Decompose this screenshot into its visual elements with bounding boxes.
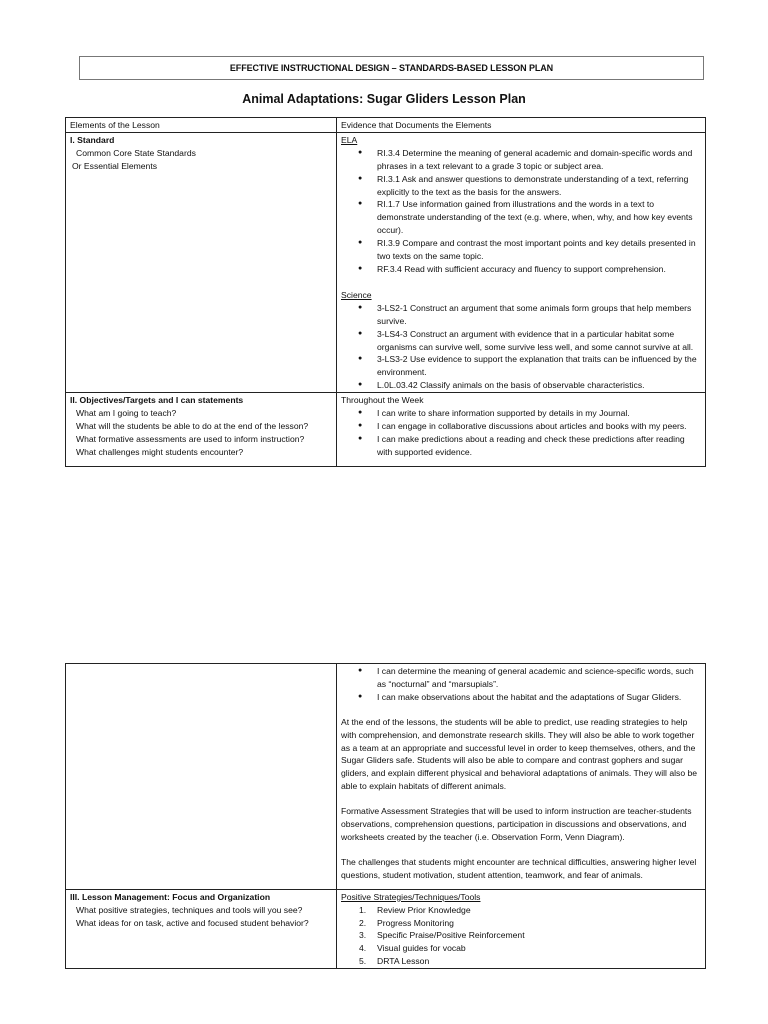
science-label: Science	[341, 289, 372, 300]
management-question-2: What ideas for on task, active and focused student behavior?	[76, 917, 309, 928]
column-header-evidence: Evidence that Documents the Elements	[337, 118, 706, 133]
list-item: ● L.0L.03.42 Classify animals on the basis of observable characteristics.	[341, 379, 701, 392]
list-item: ● RI.1.7 Use information gained from illustrations and the words in a text to demonstrate understanding of the text (e.g. where, when, why, and how key events occur).	[341, 198, 701, 237]
management-title: III. Lesson Management: Focus and Organization	[70, 891, 271, 902]
objectives-evidence-cell	[337, 393, 706, 467]
column-header-elements: Elements of the Lesson	[66, 118, 337, 133]
lesson-plan-title: Animal Adaptations: Sugar Gliders Lesson Plan	[242, 92, 526, 106]
objectives-question-1: What am I going to teach?	[76, 408, 177, 419]
table-row-management	[66, 889, 706, 968]
list-item: ● 3-LS2-1 Construct an argument that some animals form groups that help members survive.	[341, 302, 701, 328]
lesson-plan-table-page-1	[65, 117, 706, 467]
standard-evidence-cell	[337, 132, 706, 392]
list-item: ● RI.3.1 Ask and answer questions to demonstrate understanding of a text, referring explicitly to the text as the basis for the answers.	[341, 173, 701, 199]
list-item: 5. DRTA Lesson	[359, 956, 430, 967]
challenges-paragraph: The challenges that students might encounter are technical difficulties, answering higher level questions, student motivation, student attention, teamwork, and fear of animals.	[341, 856, 697, 880]
standard-line-2: Or Essential Elements	[72, 160, 158, 171]
list-item: ● I can make predictions about a reading and check these predictions after reading with supported evidence.	[341, 433, 701, 459]
objectives-continued-label-cell	[66, 664, 337, 890]
ela-label: ELA	[341, 134, 358, 145]
standard-line-1: Common Core State Standards	[76, 147, 196, 158]
list-item: ● I can engage in collaborative discussions about articles and books with my peers.	[341, 420, 701, 433]
list-item: ● I can make observations about the habitat and the adaptations of Sugar Gliders.	[341, 691, 701, 704]
table-header-row	[66, 118, 706, 133]
document-header-box	[79, 56, 704, 80]
objectives-question-3: What formative assessments are used to inform instruction?	[76, 433, 305, 444]
outcomes-paragraph: At the end of the lessons, the students will be able to predict, use reading strategies to help with comprehension, and demonstrate research skills. They will also be able to work together as a team at an appropriate and successful level in order to keep themselves, others, and the Sugar Gliders safe. Students will also be able to compare and contrast gophers and sugar gliders, and explain different physical and behavioral adaptations of animals. They will also be able to explain habitats of different animals.	[341, 716, 698, 792]
week-label: Throughout the Week	[341, 395, 424, 406]
objectives-question-2: What will the students be able to do at the end of the lesson?	[76, 420, 309, 431]
list-item: ● RI.3.4 Determine the meaning of general academic and domain-specific words and phrases in a text relevant to a grade 3 topic or subject area.	[341, 147, 701, 173]
science-standards-list	[341, 302, 701, 392]
objectives-title: II. Objectives/Targets and I can statements	[70, 395, 244, 406]
objectives-continued-evidence-cell	[337, 664, 706, 890]
list-item: ● 3-LS4-3 Construct an argument with evidence that in a particular habitat some organisms can survive well, some survive less well, and some cannot survive at all.	[341, 328, 701, 354]
table-row-standard	[66, 132, 706, 392]
standard-label-cell	[66, 132, 337, 392]
formative-assessment-paragraph: Formative Assessment Strategies that will be used to inform instruction are teacher-students observations, comprehension questions, participation in discussions and observations, and worksheets created by the teacher (i.e. Observation Form, Venn Diagram).	[341, 806, 692, 842]
management-question-1: What positive strategies, techniques and tools will you see?	[76, 904, 303, 915]
table-row-objectives	[66, 393, 706, 467]
management-evidence-cell	[337, 889, 706, 968]
list-item: 1. Review Prior Knowledge	[359, 904, 471, 915]
lesson-plan-table-page-2	[65, 663, 706, 969]
strategies-label: Positive Strategies/Techniques/Tools	[341, 891, 481, 902]
document-header-title: EFFECTIVE INSTRUCTIONAL DESIGN – STANDARDS-BASED LESSON PLAN	[229, 63, 554, 73]
list-item: ● I can write to share information supported by details in my Journal.	[341, 407, 701, 420]
i-can-statements-list-continued	[341, 665, 701, 704]
strategies-list	[341, 904, 701, 969]
list-item: 3. Specific Praise/Positive Reinforcement	[359, 930, 525, 941]
list-item: ● I can determine the meaning of general academic and science-specific words, such as “nocturnal” and “marsupials”.	[341, 665, 701, 691]
ela-standards-list	[341, 147, 701, 276]
list-item: ● 3-LS3-2 Use evidence to support the explanation that traits can be influenced by the environment.	[341, 353, 701, 379]
list-item: ● RF.3.4 Read with sufficient accuracy and fluency to support comprehension.	[341, 263, 701, 276]
i-can-statements-list	[341, 407, 701, 459]
objectives-label-cell	[66, 393, 337, 467]
standard-title: I. Standard	[70, 134, 115, 145]
table-row-objectives-continued	[66, 664, 706, 890]
objectives-question-4: What challenges might students encounter?	[76, 446, 244, 457]
management-label-cell	[66, 889, 337, 968]
list-item: 4. Visual guides for vocab	[359, 943, 466, 954]
list-item: 2. Progress Monitoring	[359, 917, 454, 928]
list-item: ● RI.3.9 Compare and contrast the most important points and key details presented in two texts on the same topic.	[341, 237, 701, 263]
